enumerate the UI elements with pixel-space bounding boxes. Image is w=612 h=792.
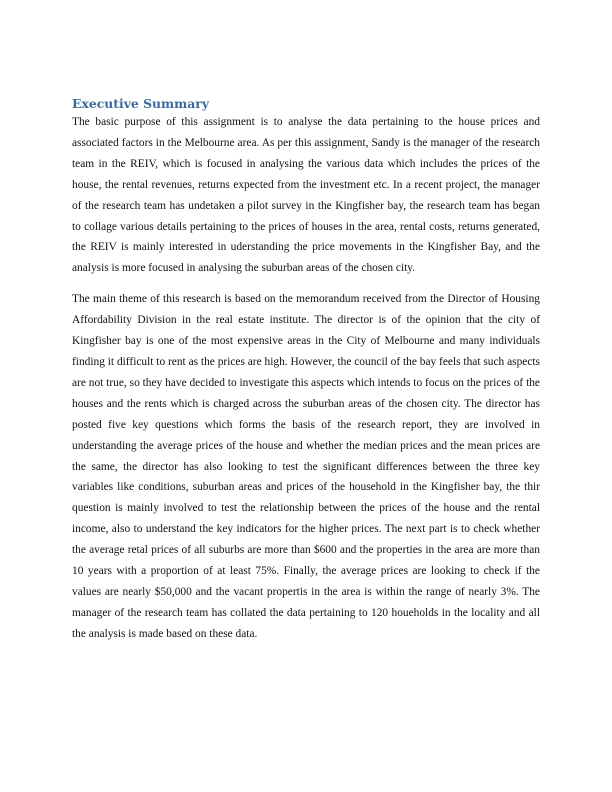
section-heading: Executive Summary	[72, 96, 210, 111]
body-paragraph-1: The basic purpose of this assignment is to analyse the data pertaining to the house prices and associated factors in the Melbourne area. As per this assignment, Sandy is the manager of the research team in the REIV, which is focused in analysing the various data which includes the prices of the house, the rental revenues, returns expected from the investment etc. In a recent project, the manager of the research team has undetaken a pilot survey in the Kingfisher bay, the research team has began to collage various details pertaining to the prices of houses in the area, rental costs, returns generated, the REIV is mainly interested in uderstanding the price movements in the Kingfisher Bay, and the analysis is more focused in analysing the suburban areas of the chosen city.	[72, 116, 540, 275]
body-paragraph-2: The main theme of this research is based on the memorandum received from the Director of Housing Affordability Division in the real estate institute. The director is of the opinion that the city of Kingfisher bay is one of the most expensive areas in the City of Melbourne and many individuals finding it difficult to rent as the prices are high. However, the council of the bay feels that such aspects are not true, so they have decided to investigate this aspects which intends to focus on the prices of the houses and the rents which is charged across the suburban areas of the chosen city. The director has posted five key questions which forms the basis of the research report, they are involved in understanding the average prices of the house and whether the median prices and the mean prices are the same, the director has also looking to test the significant differences between the three key variables like conditions, suburban areas and prices of the household in the Kingfisher bay, the thir question is mainly involved to test the relationship between the prices of the house and the rental income, also to understand the key indicators for the higher prices. The next part is to check whether the average retal prices of all suburbs are more than $600 and the properties in the area are more than 10 years with a proportion of at least 75%. Finally, the average prices are looking to check if the values are nearly $50,000 and the vacant propertis in the area is within the range of nearly 3%. The manager of the research team has collated the data pertaining to 120 houeholds in the locality and all the analysis is made based on these data.	[72, 293, 540, 640]
document-body	[72, 112, 540, 645]
